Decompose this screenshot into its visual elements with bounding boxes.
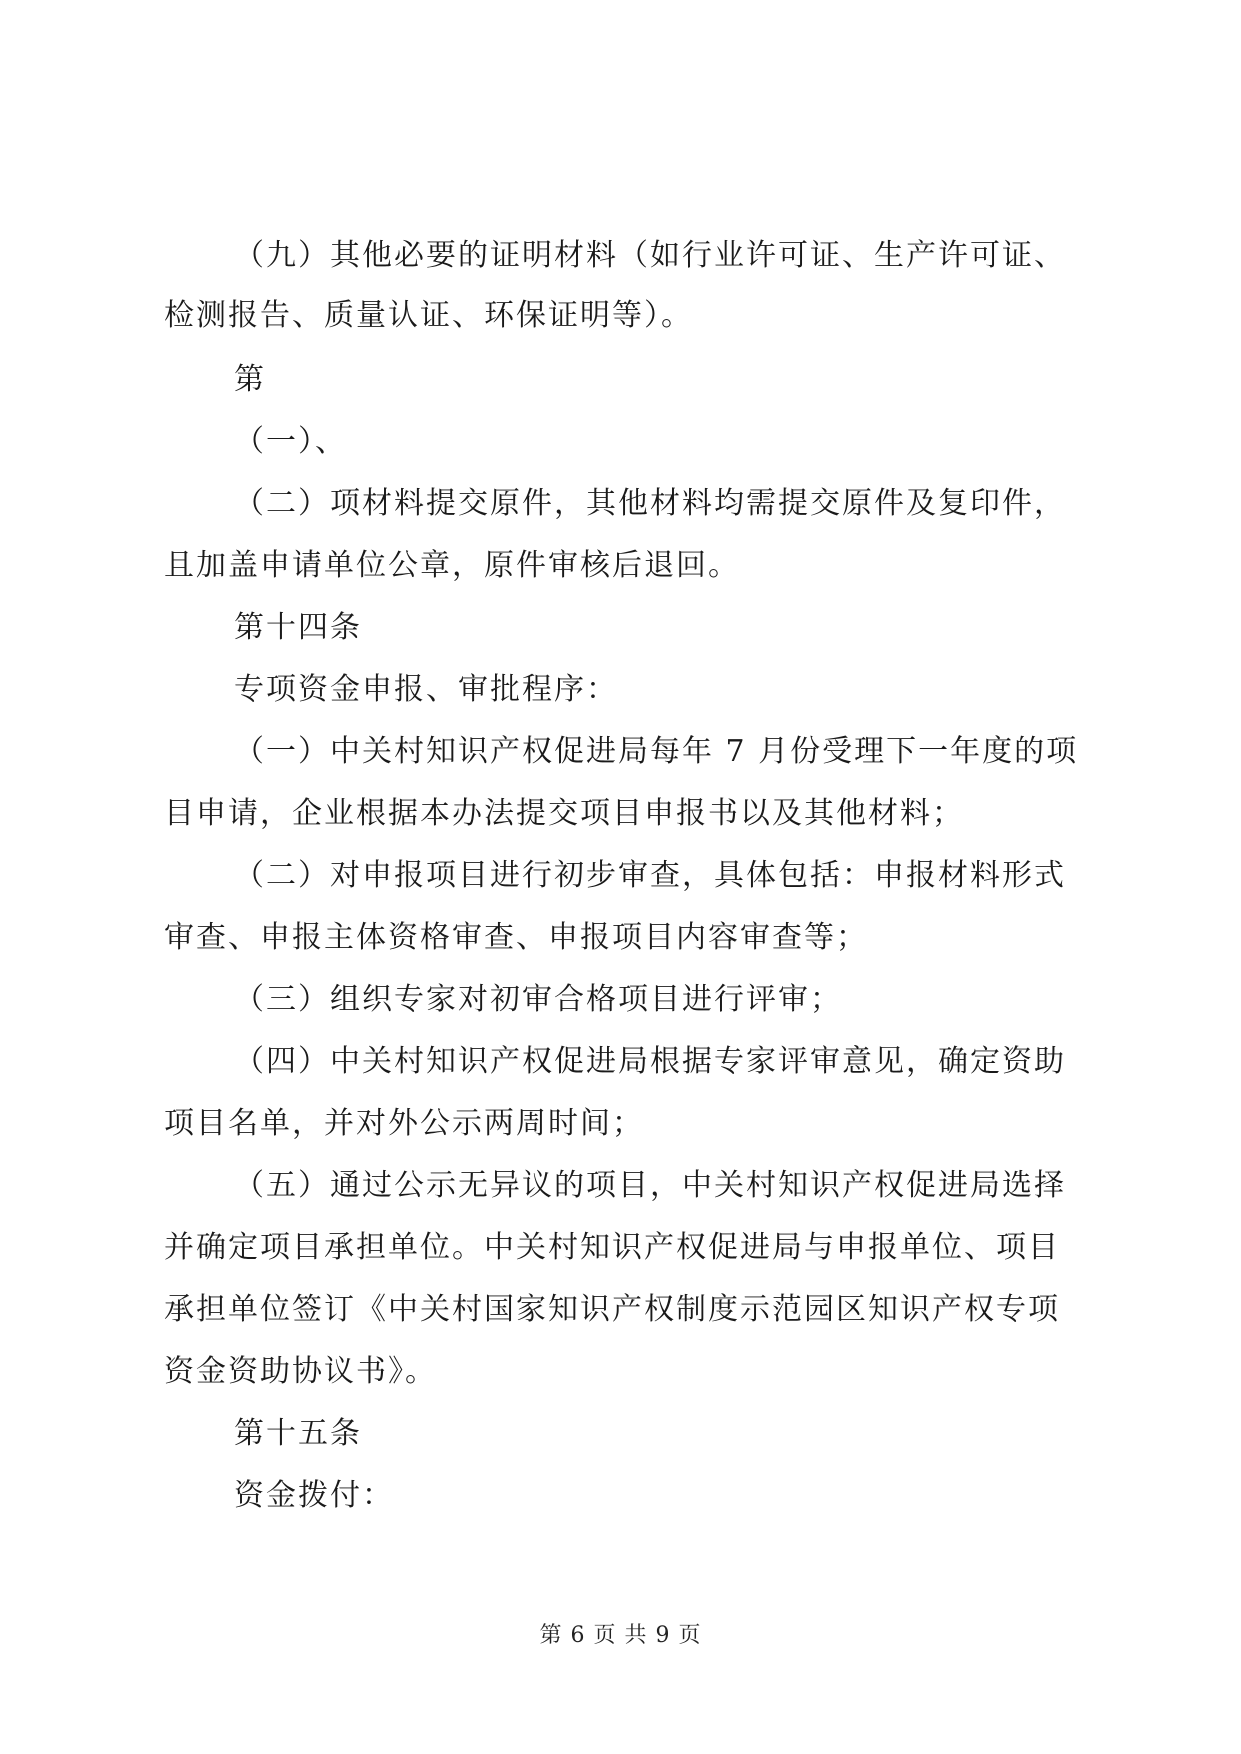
paragraph-line: 审查、申报主体资格审查、申报项目内容审查等； xyxy=(164,920,868,955)
paragraph-line: 并确定项目承担单位。中关村知识产权促进局与申报单位、项目 xyxy=(164,1230,1060,1265)
paragraph-line: （五）通过公示无异议的项目，中关村知识产权促进局选择 xyxy=(234,1168,1066,1203)
paragraph-line: （九）其他必要的证明材料（如行业许可证、生产许可证、 xyxy=(234,238,1066,273)
paragraph-line: （三）组织专家对初审合格项目进行评审； xyxy=(234,982,842,1017)
paragraph-line: 资金资助协议书》。 xyxy=(164,1354,437,1389)
article-heading: 第十四条 xyxy=(234,610,362,645)
paragraph-line: 且加盖申请单位公章，原件审核后退回。 xyxy=(164,548,740,583)
paragraph-line: 检测报告、质量认证、环保证明等）。 xyxy=(164,298,693,333)
page-number-footer: 第 6 页 共 9 页 xyxy=(539,1623,702,1648)
paragraph-line: （二）项材料提交原件，其他材料均需提交原件及复印件， xyxy=(234,486,1066,521)
paragraph-line: 项目名单，并对外公示两周时间； xyxy=(164,1106,644,1141)
paragraph-line: 专项资金申报、审批程序： xyxy=(234,672,618,707)
paragraph-line: 资金拨付： xyxy=(234,1478,394,1513)
paragraph-line: （一）、 xyxy=(234,424,347,459)
paragraph-line: 目申请，企业根据本办法提交项目申报书以及其他材料； xyxy=(164,796,964,831)
article-heading: 第 xyxy=(234,362,266,397)
article-heading: 第十五条 xyxy=(234,1416,362,1451)
paragraph-line: （二）对申报项目进行初步审查，具体包括：申报材料形式 xyxy=(234,858,1066,893)
paragraph-line: 承担单位签订《中关村国家知识产权制度示范园区知识产权专项 xyxy=(164,1292,1060,1327)
paragraph-line: （一）中关村知识产权促进局每年 7 月份受理下一年度的项 xyxy=(234,734,1079,769)
paragraph-line: （四）中关村知识产权促进局根据专家评审意见，确定资助 xyxy=(234,1044,1066,1079)
